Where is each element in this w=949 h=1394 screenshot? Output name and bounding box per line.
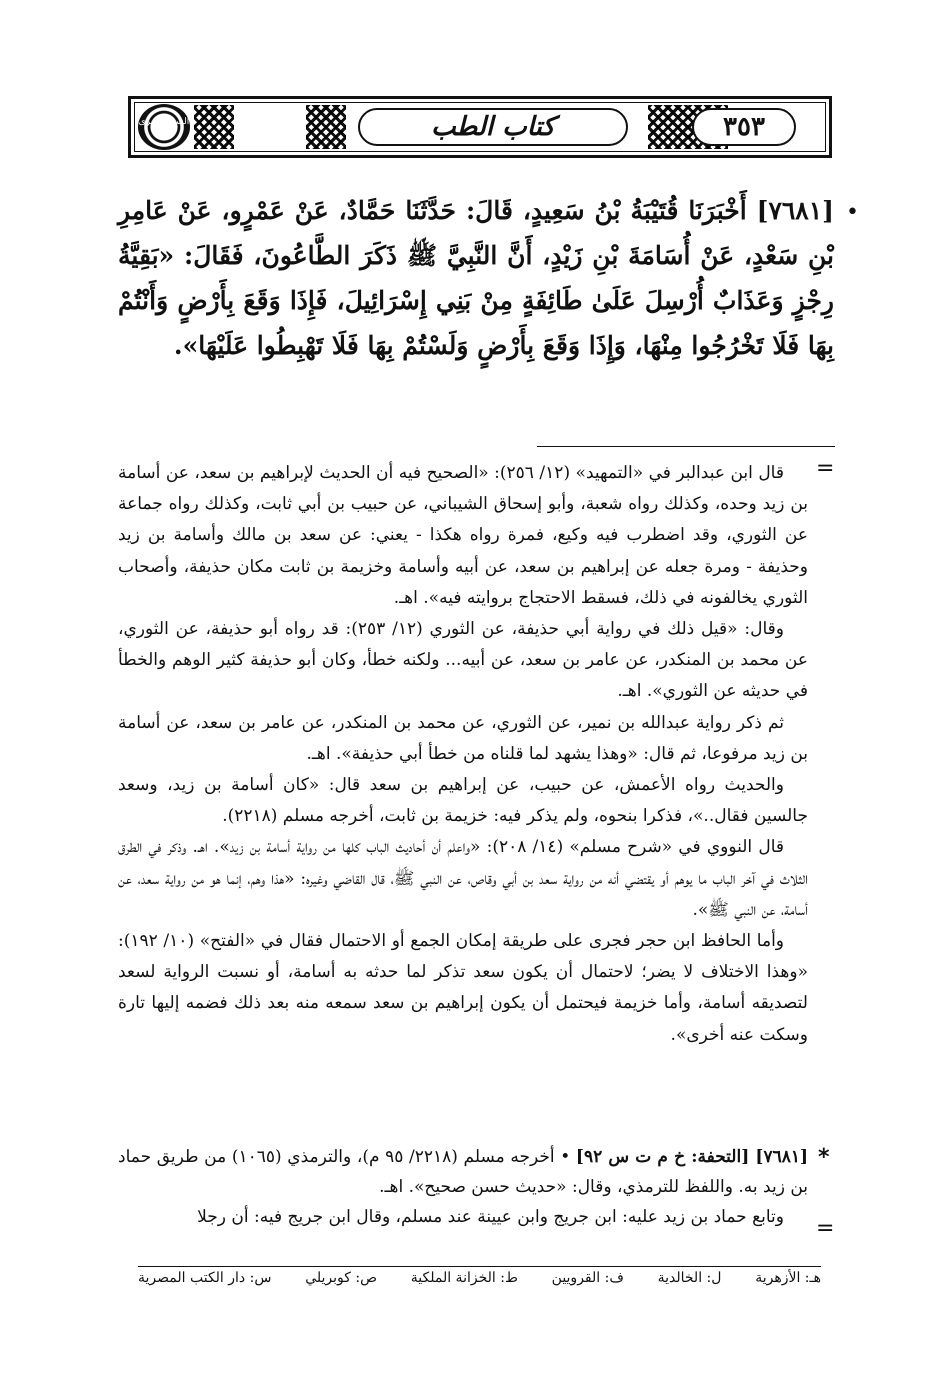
legend-item: س: دار الكتب المصرية bbox=[138, 1270, 272, 1286]
legend-divider bbox=[138, 1266, 821, 1267]
footnotes bbox=[118, 458, 808, 1051]
legend-item: هـ: الأزهرية bbox=[755, 1270, 821, 1286]
footnote-divider bbox=[537, 446, 835, 447]
note-paragraph: وقال: «قيل ذلك في رواية أبي حذيفة، عن الثوري (١٢/ ٢٥٣): قد رواه أبو حذيفة، عن الثوري، عن محمد بن المنكدر، عن عامر بن سعد، عن أبيه... ولكنه خطأ، وكان أبو حذيفة كثير الوهم والخطأ في حديثه عن الثوري». اهـ. bbox=[118, 619, 808, 702]
note-paragraph: وأما الحافظ ابن حجر فجرى على طريقة إمكان الجمع أو الاحتمال فقال في «الفتح» (١٠/ ١٩٢): «وهذا الاختلاف لا يضر؛ لاحتمال أن يكون سعد تذكر لما حدثه به أسامة، أو نسبت الرواية لسعد لتصديقه أسامة، وأما خزيمة فيحتمل أن يكون إبراهيم بن سعد سمعه منه بعد ذلك فضمه إليها تارة وسكت عنه أخرى». bbox=[118, 931, 808, 1045]
note-paragraph: ثم ذكر رواية عبدالله بن نمير، عن الثوري، عن محمد بن المنكدر، عن عامر بن سعد، عن أسامة بن زيد مرفوعا، ثم قال: «وهذا يشهد لما قلناه من خطأ أبي حذيفة». اهـ. bbox=[118, 712, 808, 764]
legend-item: ل: الخالدية bbox=[657, 1270, 722, 1286]
takhrij-line-2: وتابع حماد بن زيد عليه: ابن جريج وابن عيينة عند مسلم، وقال ابن جريج فيه: أن رجلا bbox=[197, 1207, 784, 1227]
takhrij-reference: [٧٦٨١] [التحفة: خ م ت س ٩٢] bbox=[575, 1147, 809, 1167]
left-ornament-band bbox=[194, 105, 234, 149]
seal-text: السنن الكبرى bbox=[138, 117, 190, 127]
continuation-mark-bottom: = bbox=[816, 1216, 835, 1241]
page-header bbox=[128, 96, 832, 158]
manuscript-legend bbox=[138, 1270, 821, 1286]
takhrij-line-1 bbox=[118, 1142, 808, 1202]
book-seal-logo bbox=[138, 104, 190, 150]
legend-item: ص: كوبريلي bbox=[305, 1270, 377, 1286]
legend-item: ط: الخزانة الملكية bbox=[410, 1270, 518, 1286]
continuation-mark-top: = bbox=[816, 456, 835, 481]
right-ornament-band bbox=[648, 105, 688, 149]
takhrij-section bbox=[118, 1142, 808, 1232]
takhrij-text: • أخرجه مسلم (٢٢١٨/ ٩٥ م)، والترمذي (١٠٦٥) من طريق حماد بن زيد به. واللفظ للترمذي، وقال: «حديث حسن صحيح». اهـ. bbox=[118, 1147, 808, 1197]
note-paragraph: قال ابن عبدالبر في «التمهيد» (١٢/ ٢٥٦): «الصحيح فيه أن الحديث لإبراهيم بن سعد، عن أسامة بن زيد وحده، وكذلك رواه شعبة، وأبو إسحاق الشيباني، عن حبيب بن أبي ثابت، وكذلك رواه جماعة عن الثوري، وقد اضطرب فيه وكيع، فمرة رواه هكذا - يعني: عن سعد بن مالك وأسامة بن زيد وحذيفة - ومرة جعله عن إبراهيم بن سعد، عن أبيه وأسامة وخزيمة بن ثابت مكان حذيفة، وأصحاب الثوري يخالفونه في ذلك، فسقط الاحتجاج بروايته فيه». اهـ. bbox=[118, 463, 808, 608]
takhrij-star: * bbox=[818, 1145, 830, 1170]
hadith-bullet: • bbox=[846, 200, 859, 225]
page-number: ٣٥٣ bbox=[692, 108, 796, 146]
legend-item: ف: القرويين bbox=[551, 1270, 624, 1286]
main-hadith-text: [٧٦٨١] أَخْبَرَنَا قُتَيْبَةُ بْنُ سَعِيدٍ، قَالَ: حَدَّثَنَا حَمَّادٌ، عَنْ عَمْرٍو، عَنْ عَامِرِ بْنِ سَعْدٍ، عَنْ أُسَامَةَ بْنِ زَيْدٍ، أَنَّ النَّبِيَّ ﷺ ذَكَرَ الطَّاعُونَ، فَقَالَ: «بَقِيَّةُ رِجْزٍ وَعَذَابٌ أُرْسِلَ عَلَىٰ طَائِفَةٍ مِنْ بَنِي إِسْرَائِيلَ، فَإِذَا وَقَعَ بِأَرْضٍ وَأَنْتُمْ بِهَا فَلَا تَخْرُجُوا مِنْهَا، وَإِذَا وَقَعَ بِأَرْضٍ وَلَسْتُمْ بِهَا فَلَا تَهْبِطُوا عَلَيْهَا». bbox=[118, 196, 834, 360]
note-paragraph: قال النووي في «شرح مسلم» (١٤/ ٢٠٨): «واعلم أن أحاديث الباب كلها من رواية أسامة بن زيد». اهـ. وذكر في الطرق الثلاث في آخر الباب ما يوهم أو يقتضي أنه من رواية سعد بن أبي وقاص، عن النبي ﷺ، قال القاضي وغيره: «هذا وهم، إنما هو من رواية سعد، عن أسامة، عن النبي ﷺ». bbox=[118, 837, 808, 920]
book-title: كتاب الطب bbox=[358, 108, 628, 146]
note-paragraph: والحديث رواه الأعمش، عن حبيب، عن إبراهيم بن سعد قال: «كان أسامة بن زيد، وسعد جالسين فقال..»، فذكرا بنحوه، ولم يذكر فيه: خزيمة بن ثابت، أخرجه مسلم (٢٢١٨). bbox=[118, 775, 808, 827]
left-ornament-band-2 bbox=[306, 105, 346, 149]
